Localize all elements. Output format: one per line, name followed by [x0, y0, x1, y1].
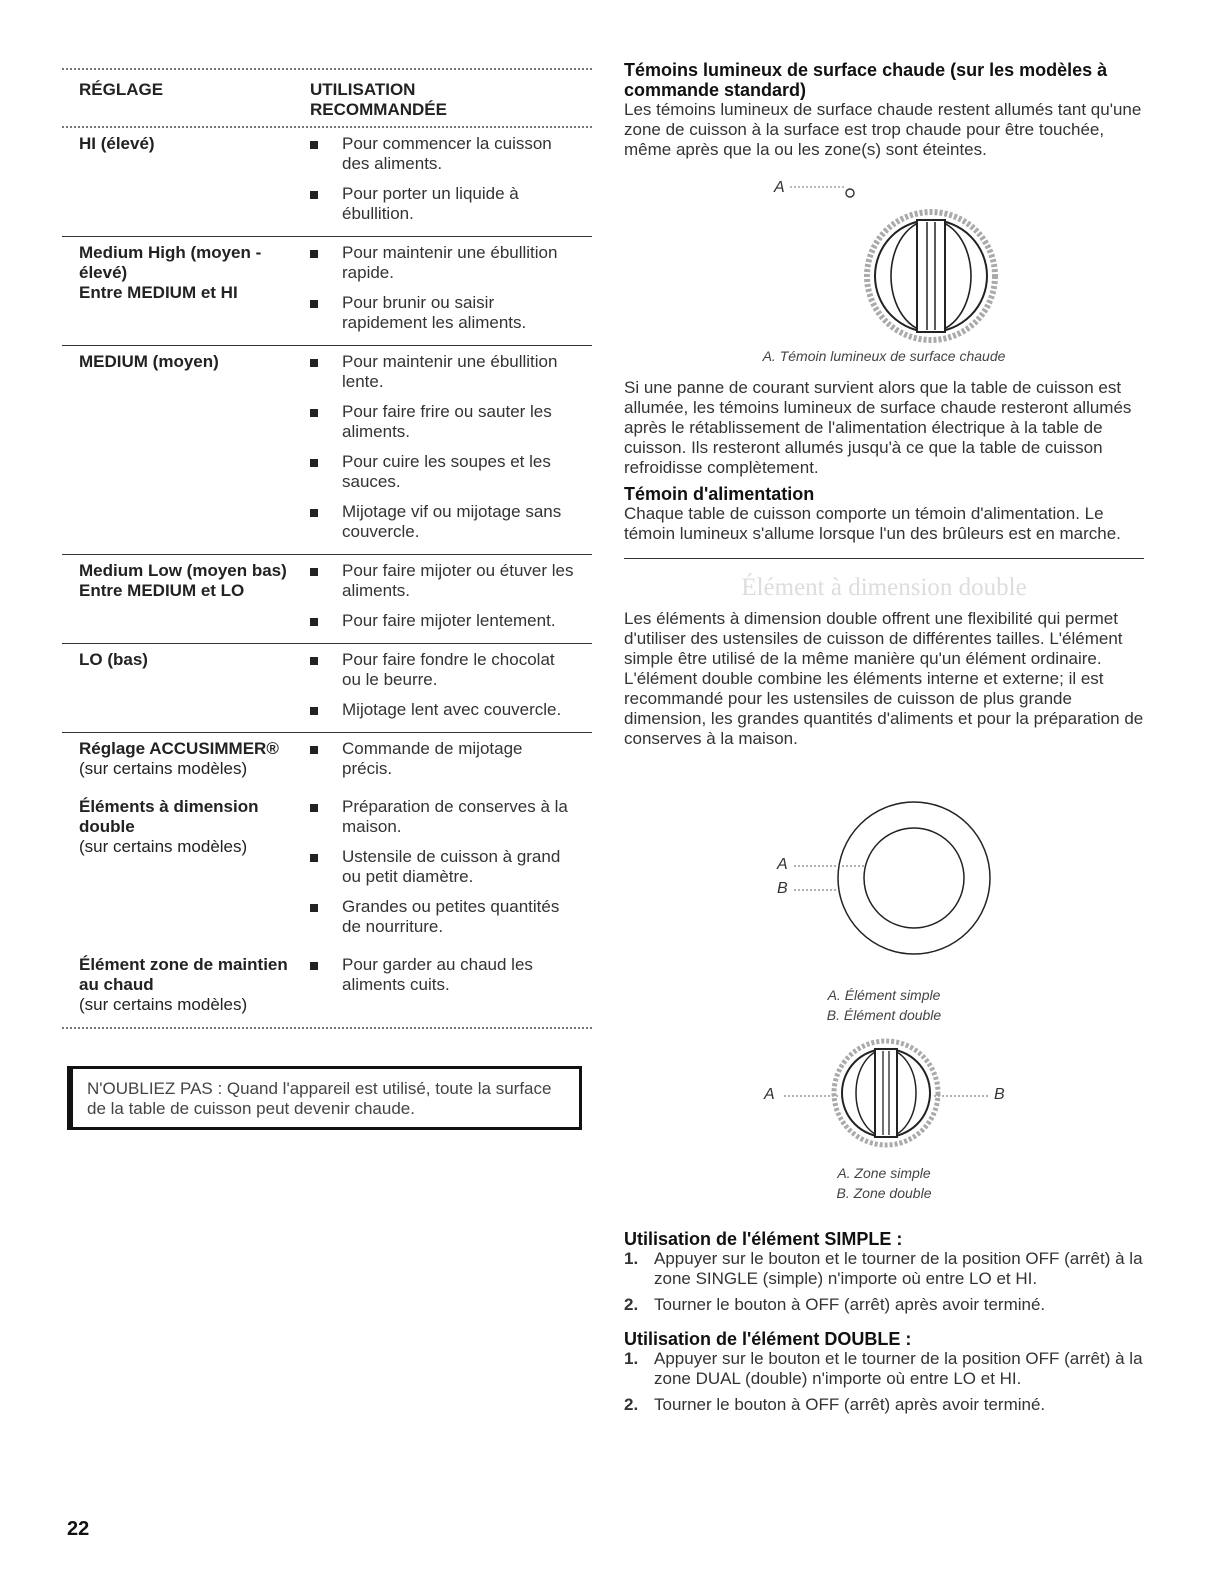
setting-cell: [62, 797, 310, 937]
use-item: [310, 700, 592, 720]
step-text: Tourner le bouton à OFF (arrêt) après avoir terminé.: [654, 1395, 1046, 1414]
setting-cell: [62, 739, 310, 779]
use-item: [310, 611, 592, 631]
use-item: [310, 134, 592, 174]
use-item: [310, 352, 592, 392]
hot-light-icon: [846, 189, 854, 197]
bullet-square-icon: [310, 904, 318, 912]
dual-element-heading: Élément à dimension double: [741, 574, 1027, 601]
use-item: [310, 561, 592, 601]
bullet-square-icon: [310, 746, 318, 754]
dual-knob-icon: [834, 1041, 938, 1145]
use-text: Pour faire frire ou sauter les aliments.: [342, 402, 552, 441]
dual-knob-illustration: [624, 1031, 1144, 1163]
element-caption-b: B. Élément double: [826, 1007, 942, 1023]
use-item: [310, 955, 592, 995]
bullet-square-icon: [310, 804, 318, 812]
use-item: [310, 184, 592, 224]
simple-use-steps: [624, 1249, 1144, 1315]
setting-cell: [62, 650, 310, 720]
setting-cell: [62, 134, 310, 224]
setting-name: Entre MEDIUM et HI: [79, 283, 238, 302]
bullet-square-icon: [310, 509, 318, 517]
use-text: Pour maintenir une ébullition rapide.: [342, 243, 558, 282]
use-cell: [310, 955, 592, 1015]
use-item: [310, 739, 592, 779]
dual-element-text: Les éléments à dimension double offrent une flexibilité qui permet d'utiliser des ustensiles de cuisson de différentes tailles. L'élément simple être utilisé de la même manière qu'un élément ordinaire. L'élément double combine les éléments interne et externe; il est recommandé pour les ustensiles de cuisson de plus grande dimension, les grandes quantités d'aliments et pour la préparation de conserves à la maison.: [624, 609, 1144, 748]
hot-surface-text: Les témoins lumineux de surface chaude restent allumés tant qu'une zone de cuisson à la surface est trop chaude pour être touchée, même après que la ou les zone(s) sont éteintes.: [624, 100, 1142, 159]
bullet-square-icon: [310, 191, 318, 199]
hot-surface-heading: Témoins lumineux de surface chaude (sur les modèles à commande standard): [624, 60, 1108, 100]
reminder-box: [67, 1066, 582, 1130]
use-text: Ustensile de cuisson à grand ou petit diamètre.: [342, 847, 561, 886]
use-item: [310, 897, 592, 937]
setting-cell: [62, 561, 310, 631]
section-divider: [624, 558, 1144, 559]
setting-note: (sur certains modèles): [79, 759, 248, 778]
dual-knob-figure: [624, 1031, 1144, 1163]
use-text: Pour faire mijoter ou étuver les aliments.: [342, 561, 574, 600]
power-light-heading: Témoin d'alimentation: [624, 484, 815, 504]
setting-name: Medium Low (moyen bas): [79, 561, 287, 580]
step-item: [624, 1295, 1144, 1315]
table-row: [62, 555, 592, 644]
reminder-text: Quand l'appareil est utilisé, toute la surface de la table de cuisson peut devenir chaude.: [87, 1079, 552, 1118]
header-setting: RÉGLAGE: [79, 80, 164, 99]
bullet-square-icon: [310, 300, 318, 308]
bullet-square-icon: [310, 409, 318, 417]
use-item: [310, 797, 592, 837]
bullet-square-icon: [310, 657, 318, 665]
step-item: [624, 1395, 1144, 1415]
element-label-a: A: [777, 856, 788, 873]
double-use-heading: Utilisation de l'élément DOUBLE :: [624, 1329, 912, 1349]
use-cell: [310, 739, 592, 779]
use-item: [310, 402, 592, 442]
use-item: [310, 650, 592, 690]
use-text: Préparation de conserves à la maison.: [342, 797, 568, 836]
setting-name: Entre MEDIUM et LO: [79, 581, 245, 600]
zone-label-a: A: [764, 1086, 775, 1103]
table-row: [62, 949, 592, 1027]
knob-illustration: [624, 160, 1144, 346]
use-text: Pour maintenir une ébullition lente.: [342, 352, 558, 391]
use-cell: [310, 352, 592, 542]
setting-cell: [62, 243, 310, 333]
step-text: Tourner le bouton à OFF (arrêt) après avoir terminé.: [654, 1295, 1046, 1314]
hot-surface-figure: [624, 160, 1144, 346]
step-number: 2.: [624, 1295, 639, 1314]
element-caption-a: A. Élément simple: [827, 987, 941, 1003]
element-figure: [624, 771, 1144, 985]
setting-note: (sur certains modèles): [79, 837, 248, 856]
power-outage-text: Si une panne de courant survient alors que la table de cuisson est allumée, les témoins lumineux de surface chaude resteront allumés après le rétablissement de l'alimentation électrique à la table de cuisson. Ils resteront allumés jusqu'à ce que la table de cuisson refroidisse complètement.: [624, 378, 1132, 477]
use-cell: [310, 797, 592, 937]
bullet-square-icon: [310, 618, 318, 626]
settings-table: [62, 68, 592, 1029]
header-use: UTILISATION RECOMMANDÉE: [310, 80, 447, 119]
table-header: [62, 70, 592, 126]
use-text: Pour cuire les soupes et les sauces.: [342, 452, 551, 491]
setting-name: MEDIUM (moyen): [79, 352, 219, 371]
use-text: Pour commencer la cuisson des aliments.: [342, 134, 552, 173]
use-cell: [310, 650, 592, 720]
use-text: Mijotage vif ou mijotage sans couvercle.: [342, 502, 562, 541]
table-row: [62, 791, 592, 949]
bullet-square-icon: [310, 707, 318, 715]
bullet-square-icon: [310, 459, 318, 467]
use-text: Pour garder au chaud les aliments cuits.: [342, 955, 533, 994]
setting-name: LO (bas): [79, 650, 148, 669]
use-item: [310, 243, 592, 283]
use-text: Pour porter un liquide à ébullition.: [342, 184, 519, 223]
zone-caption-b: B. Zone double: [836, 1185, 932, 1201]
setting-name: Réglage ACCUSIMMER®: [79, 739, 279, 758]
setting-cell: [62, 352, 310, 542]
bullet-square-icon: [310, 250, 318, 258]
bullet-square-icon: [310, 141, 318, 149]
setting-name: Éléments à dimension double: [79, 797, 259, 836]
page-number: 22: [67, 1518, 90, 1540]
use-text: Pour faire mijoter lentement.: [342, 611, 556, 630]
bullet-square-icon: [310, 568, 318, 576]
table-row: [62, 644, 592, 733]
power-light-text: Chaque table de cuisson comporte un témoin d'alimentation. Le témoin lumineux s'allume lorsque l'un des brûleurs est en marche.: [624, 504, 1121, 543]
step-number: 1.: [624, 1349, 639, 1368]
bullet-square-icon: [310, 854, 318, 862]
use-item: [310, 452, 592, 492]
step-item: [624, 1349, 1144, 1389]
element-illustration: [624, 771, 1144, 985]
setting-name: HI (élevé): [79, 134, 155, 153]
use-cell: [310, 561, 592, 631]
double-use-steps: [624, 1349, 1144, 1415]
step-number: 2.: [624, 1395, 639, 1414]
use-text: Grandes ou petites quantités de nourriture.: [342, 897, 560, 936]
reminder-label: N'OUBLIEZ PAS :: [87, 1079, 223, 1098]
step-item: [624, 1249, 1144, 1289]
zone-label-b: B: [994, 1086, 1005, 1103]
step-number: 1.: [624, 1249, 639, 1268]
bullet-square-icon: [310, 359, 318, 367]
step-text: Appuyer sur le bouton et le tourner de la position OFF (arrêt) à la zone DUAL (double) n'importe où entre LO et HI.: [654, 1349, 1143, 1388]
use-item: [310, 502, 592, 542]
table-body: [62, 128, 592, 1027]
table-row: [62, 128, 592, 237]
use-text: Pour brunir ou saisir rapidement les aliments.: [342, 293, 527, 332]
setting-cell: [62, 955, 310, 1015]
use-cell: [310, 134, 592, 224]
simple-use-heading: Utilisation de l'élément SIMPLE :: [624, 1229, 903, 1249]
inner-element-icon: [864, 828, 964, 928]
use-item: [310, 293, 592, 333]
setting-name: Medium High (moyen - élevé): [79, 243, 262, 282]
step-text: Appuyer sur le bouton et le tourner de la position OFF (arrêt) à la zone SINGLE (simple) n'importe où entre LO et HI.: [654, 1249, 1143, 1288]
use-cell: [310, 243, 592, 333]
outer-element-icon: [838, 802, 990, 954]
right-column: [624, 60, 1144, 1421]
zone-caption-a: A. Zone simple: [837, 1165, 931, 1181]
setting-name: Élément zone de maintien au chaud: [79, 955, 288, 994]
table-row: [62, 346, 592, 555]
use-item: [310, 847, 592, 887]
use-text: Mijotage lent avec couvercle.: [342, 700, 562, 719]
use-text: Pour faire fondre le chocolat ou le beurre.: [342, 650, 555, 689]
element-label-b: B: [777, 880, 788, 897]
bullet-square-icon: [310, 962, 318, 970]
use-text: Commande de mijotage précis.: [342, 739, 523, 778]
hot-surface-caption: A. Témoin lumineux de surface chaude: [762, 348, 1006, 364]
table-bottom-rule: [62, 1027, 592, 1029]
table-row: [62, 733, 592, 791]
setting-note: (sur certains modèles): [79, 995, 248, 1014]
table-row: [62, 237, 592, 346]
control-knob-icon: [867, 212, 995, 340]
callout-a: A: [774, 179, 785, 196]
